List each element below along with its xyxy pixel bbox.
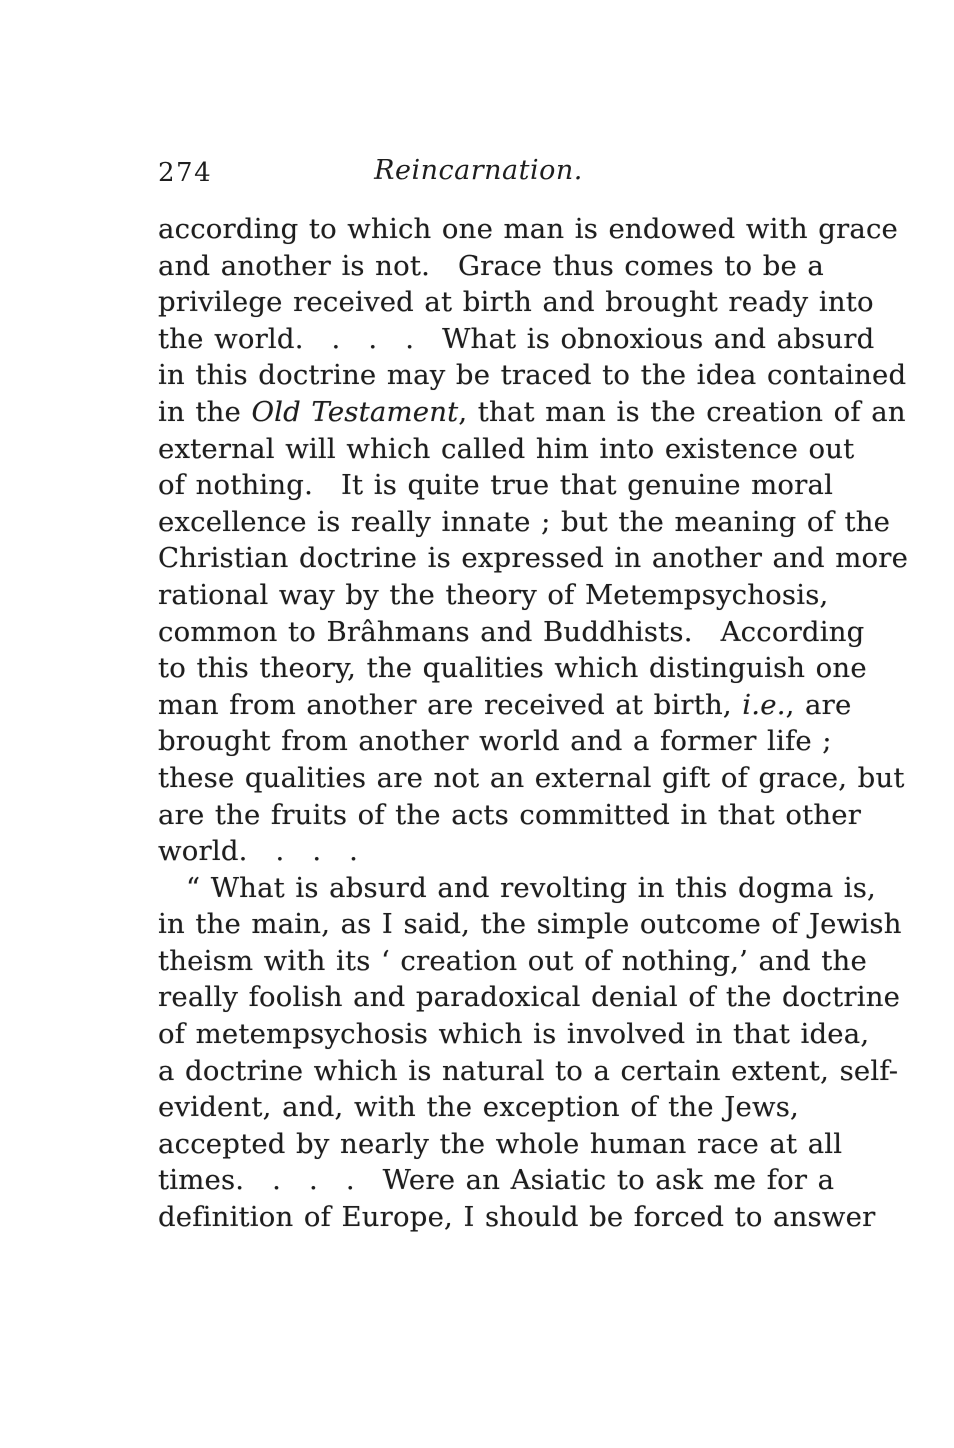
italic-text: i.e. (742, 688, 786, 721)
text-line (158, 321, 875, 358)
text-line (158, 431, 855, 468)
text-line (158, 467, 834, 504)
text-segment: the world. . . . What is obnoxious and absurd (158, 322, 875, 355)
text-segment: excellence is really innate ; but the meaning of the (158, 505, 891, 538)
text-segment: common to Brâhmans and Buddhists. According (158, 615, 865, 648)
text-segment: , are (785, 688, 852, 721)
text-segment: of metempsychosis which is involved in that idea, (158, 1018, 870, 1051)
text-segment: brought from another world and a former life ; (158, 725, 832, 758)
text-line (158, 504, 891, 541)
text-segment: in this doctrine may be traced to the idea contained (158, 359, 907, 392)
text-line (158, 1016, 870, 1053)
text-line (158, 1053, 899, 1090)
text-segment: to this theory, the qualities which distinguish one (158, 652, 867, 685)
text-segment: in the main, as I said, the simple outcome of Jewish (158, 908, 902, 941)
text-segment: evident, and, with the exception of the Jews, (158, 1091, 799, 1124)
text-segment: really foolish and paradoxical denial of the doctrine (158, 981, 901, 1014)
text-line (158, 870, 876, 907)
text-segment: and another is not. Grace thus comes to be a (158, 249, 825, 282)
text-line (158, 1089, 799, 1126)
text-line (158, 394, 906, 431)
text-line (158, 833, 799, 870)
running-title: Reincarnation. (374, 155, 583, 186)
text-line (158, 284, 874, 321)
page-body (158, 211, 909, 1236)
text-segment: , that man is the creation of an (458, 395, 906, 428)
text-segment: accepted by nearly the whole human race at all (158, 1127, 843, 1160)
text-line (158, 614, 865, 651)
text-segment: privilege received at birth and brought ready into (158, 286, 874, 319)
text-line (158, 979, 901, 1016)
page-number: 274 (158, 158, 213, 188)
text-line (158, 760, 905, 797)
text-segment: rational way by the theory of Metempsychosis, (158, 578, 829, 611)
text-segment: theism with its ‘ creation out of nothing,’ and the (158, 944, 867, 977)
text-segment: according to which one man is endowed with grace (158, 213, 899, 245)
text-line (158, 723, 832, 760)
text-line (158, 248, 825, 285)
text-segment: world. . . . (158, 835, 359, 868)
text-segment: man from another are received at birth, (158, 688, 743, 721)
text-line (158, 211, 899, 248)
text-segment: of nothing. It is quite true that genuine moral (158, 469, 834, 502)
text-line (158, 797, 862, 834)
text-line (158, 906, 902, 943)
text-segment: times. . . . Were an Asiatic to ask me for a (158, 1164, 835, 1197)
text-line (158, 577, 829, 614)
text-line (158, 1199, 876, 1236)
page-header (158, 155, 799, 195)
text-segment: in the (158, 395, 252, 428)
text-line (158, 540, 909, 577)
text-line (158, 1126, 843, 1163)
text-segment: are the fruits of the acts committed in that other (158, 798, 862, 831)
text-segment: a doctrine which is natural to a certain extent, self- (158, 1054, 899, 1087)
text-line (158, 357, 907, 394)
text-segment: definition of Europe, I should be forced to answer (158, 1201, 876, 1234)
italic-text: Old Testament (251, 395, 459, 428)
text-line (158, 1162, 835, 1199)
text-line (158, 943, 867, 980)
text-segment: these qualities are not an external gift of grace, but (158, 761, 905, 794)
text-segment: external will which called him into existence out (158, 432, 855, 465)
text-segment: Christian doctrine is expressed in another and more (158, 542, 909, 575)
text-segment: “ What is absurd and revolting in this dogma is, (186, 871, 876, 904)
text-line (158, 687, 852, 724)
text-line (158, 650, 867, 687)
